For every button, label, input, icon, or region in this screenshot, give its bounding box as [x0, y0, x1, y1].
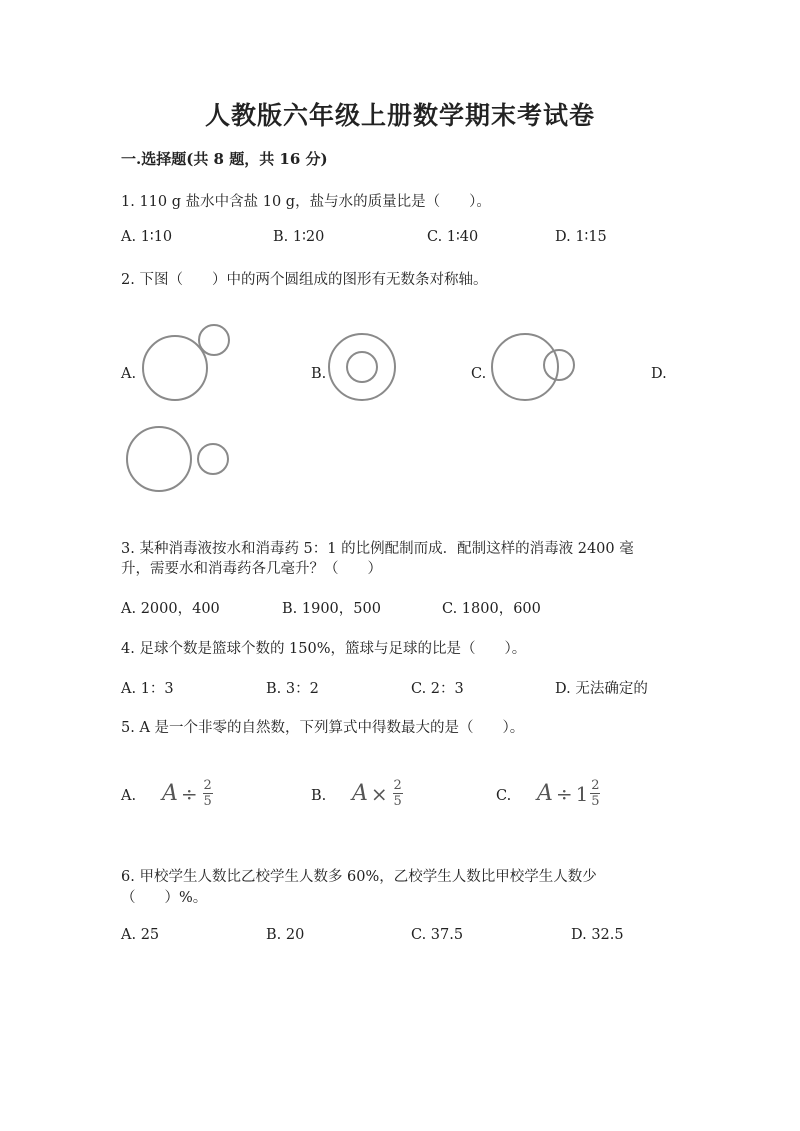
question-4-option-b: B. 3：2: [266, 681, 319, 697]
figure-d-separate-circles: [122, 422, 242, 506]
question-2-label-d: D.: [651, 366, 667, 382]
question-6-option-c: C. 37.5: [411, 927, 464, 943]
question-1-option-a: A. 1∶10: [121, 229, 173, 245]
expression-c-divide-mixed-number: [537, 779, 600, 808]
section-heading: 一.选择题(共 8 题，共 16 分): [121, 150, 328, 168]
expression-variable: A: [537, 781, 553, 806]
fraction-two-fifths: [203, 779, 213, 808]
question-3-text-line-2: 升，需要水和消毒药各几毫升？（ ）: [121, 561, 382, 577]
question-4-option-d: D. 无法确定的: [555, 681, 648, 697]
question-6-option-a: A. 25: [121, 927, 160, 943]
question-1-option-d: D. 1∶15: [555, 229, 607, 245]
exam-title: 人教版六年级上册数学期末考试卷: [204, 101, 595, 130]
question-1-option-c: C. 1∶40: [427, 229, 479, 245]
expression-a-divide-fraction: [162, 779, 213, 808]
expression-variable: A: [352, 781, 368, 806]
fraction-denominator: 5: [203, 794, 212, 809]
question-6-text-line-2: （ ）%。: [121, 890, 208, 906]
question-4-option-a: A. 1：3: [121, 681, 174, 697]
figure-b-concentric-circles: [322, 327, 402, 411]
question-3-option-b: B. 1900，500: [282, 601, 381, 617]
question-1-option-b: B. 1∶20: [273, 229, 325, 245]
figure-c-overlapping-circles: [488, 327, 588, 411]
question-5-text: 5. A 是一个非零的自然数，下列算式中得数最大的是（ ）。: [121, 720, 525, 736]
question-2-label-c: C.: [471, 366, 487, 382]
question-3-option-a: A. 2000，400: [121, 601, 220, 617]
question-2-label-b: B.: [311, 366, 327, 382]
question-4-option-c: C. 2：3: [411, 681, 464, 697]
question-5-label-c: C.: [496, 788, 512, 804]
multiply-sign: ×: [370, 781, 388, 806]
question-6-option-d: D. 32.5: [571, 927, 624, 943]
question-6-option-b: B. 20: [266, 927, 305, 943]
question-1-text: 1. 110 g 盐水中含盐 10 g，盐与水的质量比是（ ）。: [121, 194, 491, 210]
question-6-text-line-1: 6. 甲校学生人数比乙校学生人数多 60%，乙校学生人数比甲校学生人数少: [121, 869, 597, 885]
expression-variable: A: [162, 781, 178, 806]
fraction-numerator: 2: [393, 778, 402, 793]
question-2-label-a: A.: [121, 366, 137, 382]
question-3-text-line-1: 3. 某种消毒液按水和消毒药 5：1 的比例配制而成．配制这样的消毒液 2400 毫: [121, 541, 634, 557]
question-2-text: 2. 下图（ ）中的两个圆组成的图形有无数条对称轴。: [121, 272, 488, 288]
divide-sign: ÷: [555, 781, 573, 806]
question-5-label-b: B.: [311, 788, 327, 804]
fraction-two-fifths: [393, 779, 403, 808]
question-4-text: 4. 足球个数是篮球个数的 150%，篮球与足球的比是（ ）。: [121, 641, 527, 657]
fraction-two-fifths: [590, 779, 600, 808]
figure-a-two-circles-tangent: [138, 318, 238, 412]
fraction-denominator: 5: [591, 794, 600, 809]
divide-sign: ÷: [180, 781, 198, 806]
fraction-numerator: 2: [591, 778, 600, 793]
question-5-label-a: A.: [121, 788, 137, 804]
fraction-numerator: 2: [203, 778, 212, 793]
fraction-denominator: 5: [393, 794, 402, 809]
mixed-number-whole: 1: [575, 781, 589, 806]
expression-b-multiply-fraction: [352, 779, 403, 808]
question-3-option-c: C. 1800，600: [442, 601, 541, 617]
